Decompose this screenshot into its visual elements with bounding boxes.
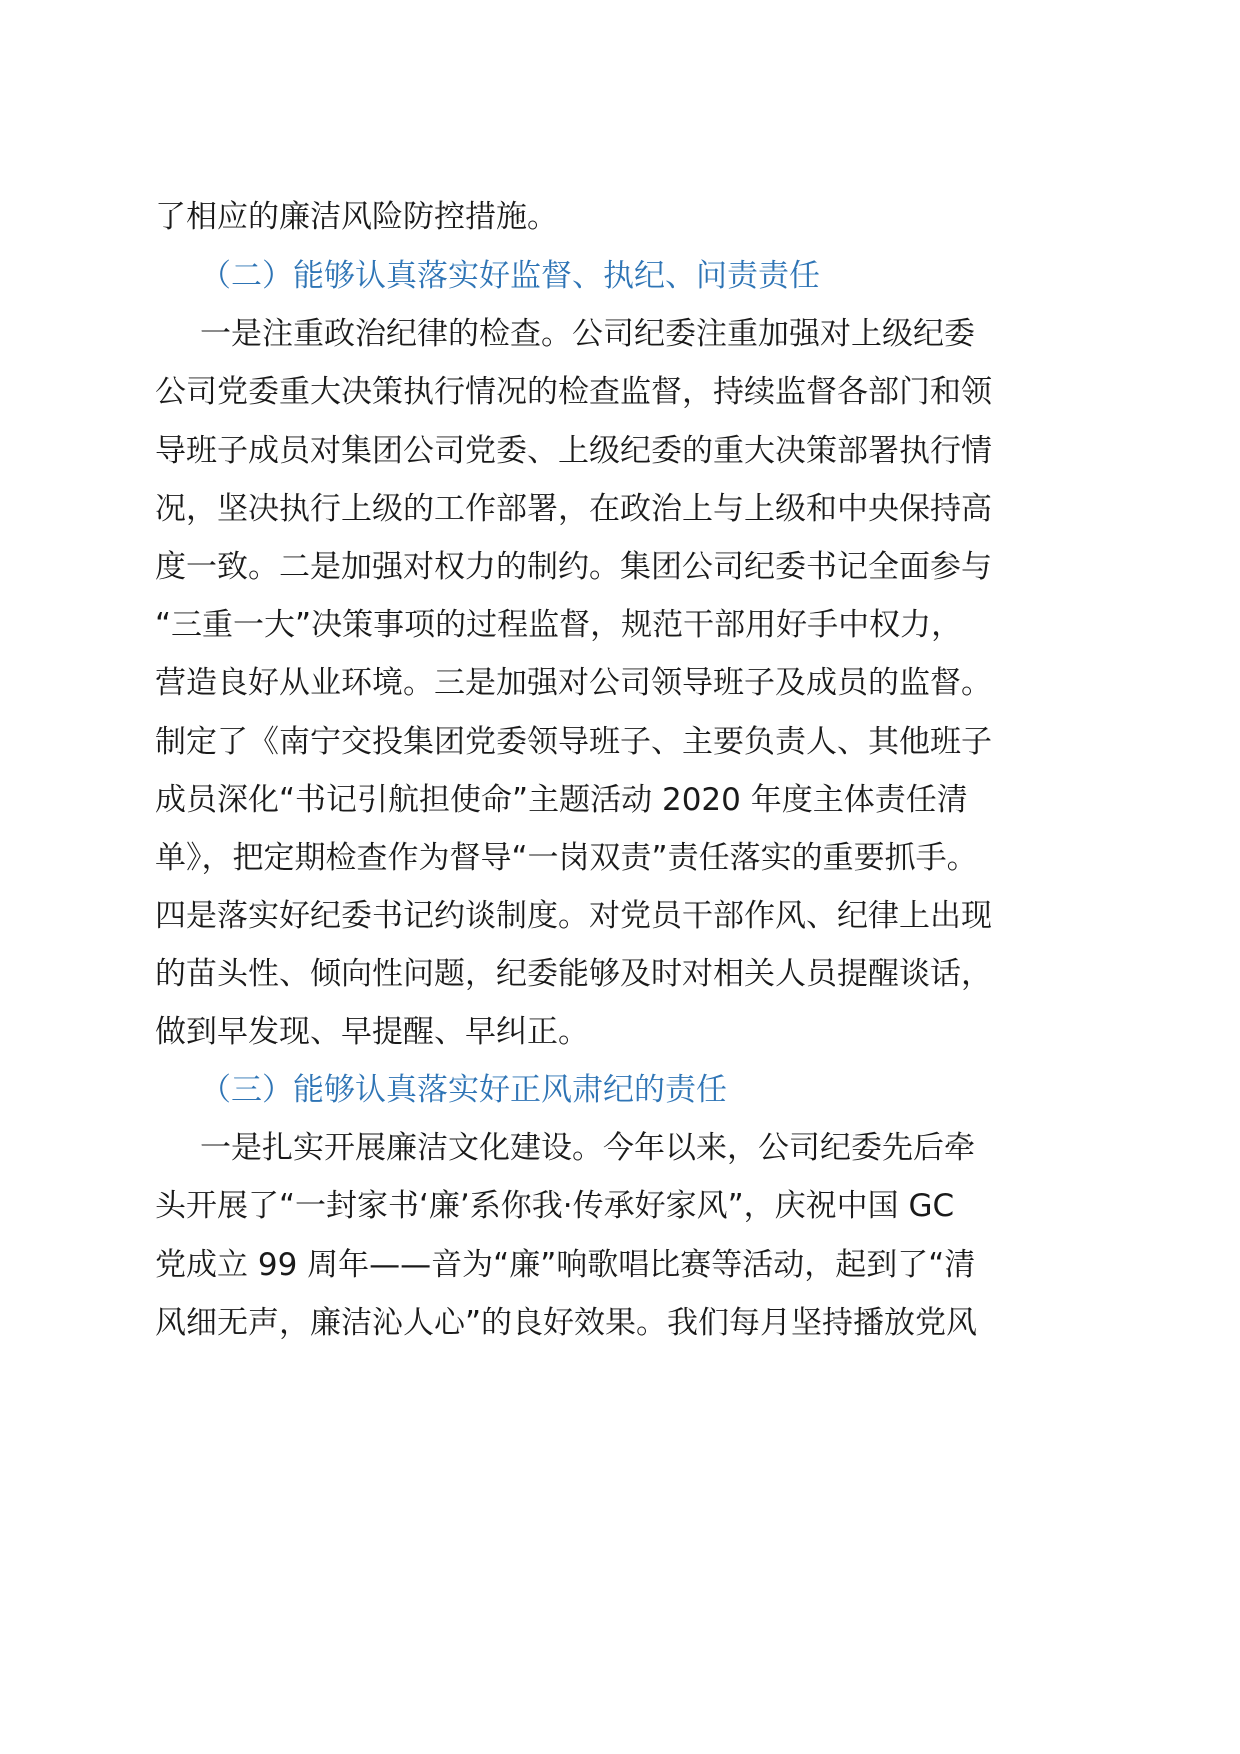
section-heading-two: （二）能够认真落实好监督、执纪、问责责任 [200,258,820,294]
paragraph-line: 风细无声，廉洁沁人心”的良好效果。我们每月坚持播放党风 [155,1305,978,1341]
paragraph-line: “三重一大”决策事项的过程监督，规范干部用好手中权力， [155,607,963,643]
paragraph-line: 做到早发现、早提醒、早纠正。 [155,1014,589,1050]
paragraph-line: 公司党委重大决策执行情况的检查监督，持续监督各部门和领 [155,374,992,410]
paragraph-continuation-line: 了相应的廉洁风险防控措施。 [155,199,558,235]
paragraph-line: 况，坚决执行上级的工作部署，在政治上与上级和中央保持高 [155,491,992,527]
paragraph-line: 一是注重政治纪律的检查。公司纪委注重加强对上级纪委 [200,316,975,352]
paragraph-line: 制定了《南宁交投集团党委领导班子、主要负责人、其他班子 [155,724,992,760]
paragraph-line: 单》，把定期检查作为督导“一岗双责”责任落实的重要抓手。 [155,840,978,876]
paragraph-line: 度一致。二是加强对权力的制约。集团公司纪委书记全面参与 [155,549,992,585]
paragraph-line: 导班子成员对集团公司党委、上级纪委的重大决策部署执行情 [155,433,992,469]
paragraph-line: 一是扎实开展廉洁文化建设。今年以来，公司纪委先后牵 [200,1130,975,1166]
paragraph-line: 头开展了“一封家书‘廉’系你我·传承好家风”，庆祝中国 GC [155,1188,955,1224]
paragraph-line: 四是落实好纪委书记约谈制度。对党员干部作风、纪律上出现 [155,898,992,934]
paragraph-line: 成员深化“书记引航担使命”主题活动 2020 年度主体责任清 [155,782,968,818]
section-heading-three: （三）能够认真落实好正风肃纪的责任 [200,1072,727,1108]
paragraph-line: 营造良好从业环境。三是加强对公司领导班子及成员的监督。 [155,665,992,701]
paragraph-line: 的苗头性、倾向性问题，纪委能够及时对相关人员提醒谈话， [155,956,992,992]
paragraph-line: 党成立 99 周年——音为“廉”响歌唱比赛等活动，起到了“清 [155,1247,976,1283]
